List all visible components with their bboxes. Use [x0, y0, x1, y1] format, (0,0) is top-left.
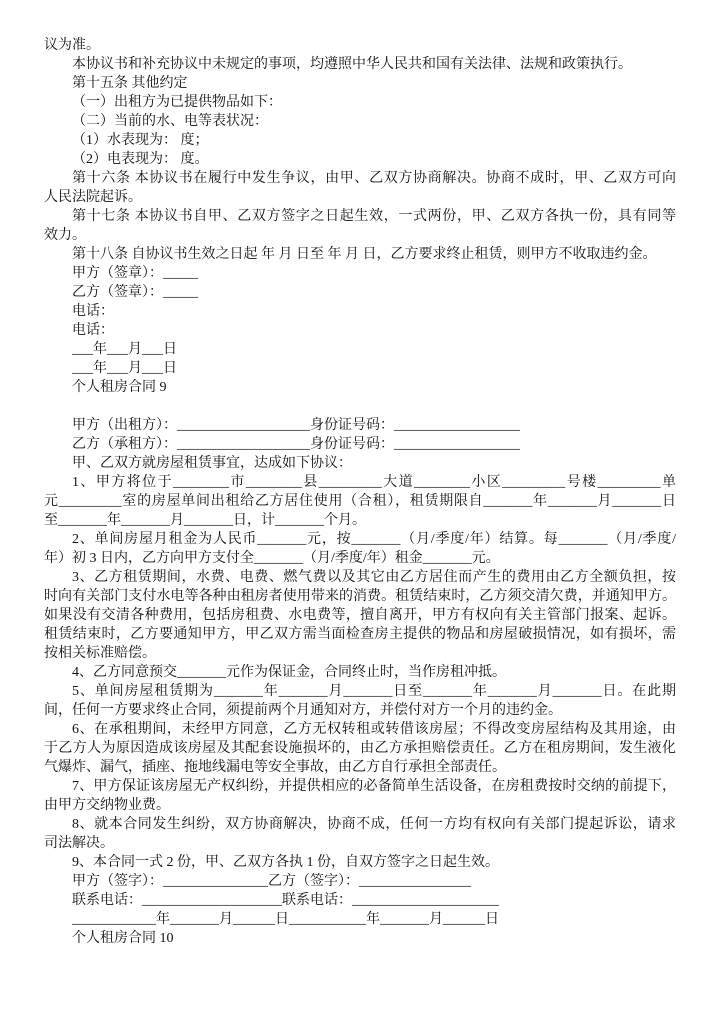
text-line: 3、乙方租赁期间，水费、电费、燃气费以及其它由乙方居住而产生的费用由乙方全额负担，按	[72, 570, 676, 585]
text-line: （2）电表现为： 度。	[72, 152, 209, 167]
text-line: 乙方（签章）：_____	[72, 285, 198, 300]
text-line: 元_________室的房屋单间出租给乙方居住使用（合租），租赁期限自_______年_______月_______日	[44, 494, 676, 509]
text-line: 甲方（签字）：_______________乙方（签字）：________________	[72, 874, 471, 889]
text-line: 第十六条 本协议书在履行中发生争议，由甲、乙双方协商解决。协商不成时，甲、乙双方可向	[72, 171, 676, 186]
text-line: 乙方（承租方）：___________________身份证号码：__________________	[72, 437, 520, 452]
text-line: （1）水表现为： 度；	[72, 133, 209, 148]
text-line: 7、甲方保证该房屋无产权纠纷，并提供相应的必备简单生活设备，在房租费按时交纳的前提下，	[72, 779, 676, 794]
text-line: 8、就本合同发生纠纷，双方协商解决，协商不成，任何一方均有权向有关部门提起诉讼，请求	[72, 817, 676, 832]
text-line: 由甲方交纳物业费。	[44, 798, 170, 813]
text-line: （一）出租方为已提供物品如下：	[72, 95, 282, 110]
text-line: 联系电话：____________________联系电话：_____________________	[72, 893, 499, 908]
text-line: 效力。	[44, 228, 86, 243]
text-line: 5、单间房屋租赁期为_______年_______月_______日至_______年_______月_______日。在此期	[72, 684, 676, 699]
text-line: 甲、乙双方就房屋租赁事宜，达成如下协议：	[72, 456, 352, 471]
text-line: 司法解决。	[44, 836, 114, 851]
text-line: 气爆炸、漏气，插座、拖地线漏电等安全事故，由乙方自行承担全部责任。	[44, 760, 506, 775]
text-line: 于乙方人为原因造成该房屋及其配套设施损坏的，由乙方承担赔偿责任。乙方在租房期间，发生液化	[44, 741, 676, 756]
text-line: 第十八条 自协议书生效之日起 年 月 日至 年 月 日，乙方要求终止租赁，则甲方不收取违约金。	[72, 247, 657, 262]
text-line: 租赁结束时，乙方要通知甲方，甲乙双方需当面检查房主提供的物品和房屋破损情况，如有损坏，需	[44, 627, 676, 642]
text-line: 6、在承租期间，未经甲方同意，乙方无权转租或转借该房屋；不得改变房屋结构及其用途，由	[72, 722, 676, 737]
text-line: 间，任何一方要求终止合同，须提前两个月通知对方，并偿付对方一个月的违约金。	[44, 703, 562, 718]
text-line: 甲方（签章）：_____	[72, 266, 198, 281]
text-line: ____________年_______月______日___________年_______月______日	[72, 912, 499, 927]
text-line: 本协议书和补充协议中未规定的事项，均遵照中华人民共和国有关法律、法规和政策执行。	[72, 57, 632, 72]
text-line: 个人租房合同 10	[72, 931, 174, 946]
text-line: 1、甲方将位于________市________县_________大道________小区_________号楼_________单	[72, 475, 676, 490]
text-line: 至_______年_______月_______日，计_______个月。	[44, 513, 366, 528]
text-line: 如果没有交清各种费用，包括房租费、水电费等，擅自离开，甲方有权向有关主管部门报案、起诉。	[44, 608, 676, 623]
text-line: 2、单间房屋月租金为人民币_______元，按_______（月/季度/年）结算。每_______（月/季度/	[72, 532, 676, 547]
text-line: 个人租房合同 9	[72, 380, 167, 395]
text-line: 第十五条 其他约定	[72, 76, 188, 91]
text-line: 议为准。	[44, 38, 100, 53]
text-line: 年）初 3 日内，乙方向甲方支付全_______（月/季度/年）租金_______元。	[44, 551, 500, 566]
text-line: ___年___月___日	[72, 342, 177, 357]
text-line: 电话：	[72, 304, 114, 319]
text-line: 人民法院起诉。	[44, 190, 142, 205]
text-line: 时向有关部门支付水电等各种由租房者使用带来的消费。租赁结束时，乙方须交清欠费，并通知甲方。	[44, 589, 676, 604]
text-line: 第十七条 本协议书自甲、乙双方签字之日起生效，一式两份，甲、乙双方各执一份，具有同等	[72, 209, 676, 224]
text-line: ___年___月___日	[72, 361, 177, 376]
text-line: （二）当前的水、电等表状况：	[72, 114, 268, 129]
blank-line	[44, 397, 676, 416]
text-line: 甲方（出租方）：___________________身份证号码：__________________	[72, 418, 520, 433]
text-line: 按相关标准赔偿。	[44, 646, 156, 661]
text-line: 电话：	[72, 323, 114, 338]
document-page	[44, 36, 676, 948]
text-line: 9、本合同一式 2 份，甲、乙双方各执 1 份，自双方签字之日起生效。	[72, 855, 499, 870]
text-line: 4、乙方同意预交_______元作为保证金，合同终止时，当作房租冲抵。	[72, 665, 506, 680]
